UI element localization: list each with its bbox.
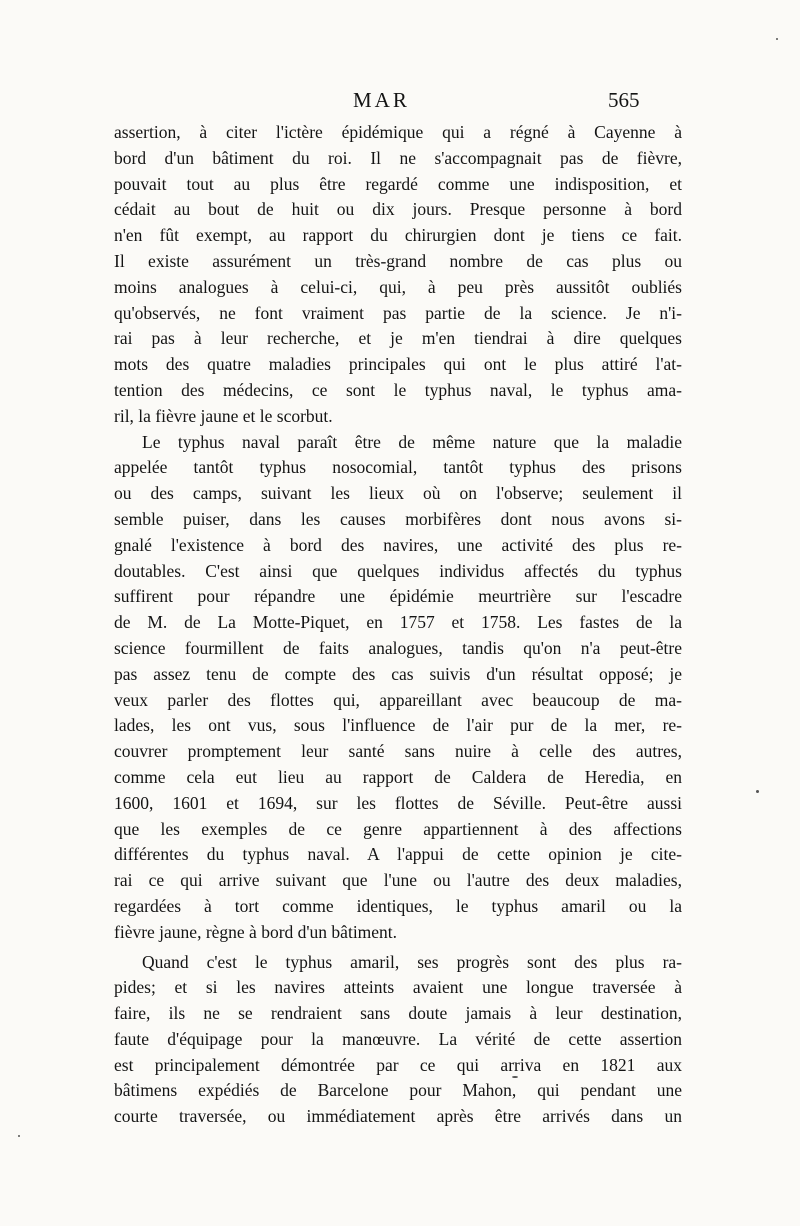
text-line: courte traversée, ou immédiatement après être arrivés dans un: [114, 1106, 682, 1127]
paragraph-1: [114, 120, 682, 430]
text-line: rai ce qui arrive suivant que l'une ou l'autre des deux maladies,: [114, 870, 682, 891]
text-line: pouvait tout au plus être regardé comme une indisposition, et: [114, 173, 682, 194]
text-line: différentes du typhus naval. A l'appui de cette opinion je cite-: [114, 844, 682, 865]
text-line: n'en fût exempt, au rapport du chirurgien dont je tiens ce fait.: [114, 225, 682, 246]
scan-speck: [512, 1076, 518, 1078]
text-line: science fourmillent de faits analogues, tandis qu'on n'a peut-être: [114, 637, 682, 658]
text-line: suffirent pour répandre une épidémie meurtrière sur l'escadre: [114, 586, 682, 607]
text-line: ril, la fièvre jaune et le scorbut.: [114, 405, 333, 426]
text-line: bâtimens expédiés de Barcelone pour Mahon, qui pendant une: [114, 1080, 682, 1101]
text-line: semble puiser, dans les causes morbifères dont nous avons si-: [114, 508, 682, 529]
text-line: ou des camps, suivant les lieux où on l'observe; seulement il: [114, 483, 682, 504]
paragraph-3: [114, 950, 682, 1131]
scan-speck: [18, 1135, 20, 1137]
text-line: veux parler des flottes qui, appareillant avec beaucoup de ma-: [114, 689, 682, 710]
text-line: pides; et si les navires atteints avaient une longue traversée à: [114, 977, 682, 998]
text-line: assertion, à citer l'ictère épidémique qui a régné à Cayenne à: [114, 122, 682, 142]
body-text: [114, 120, 682, 1130]
text-line: 1600, 1601 et 1694, sur les flottes de Séville. Peut-être aussi: [114, 792, 682, 813]
paragraph-2: [114, 430, 682, 946]
text-line: faute d'équipage pour la manœuvre. La vérité de cette assertion: [114, 1028, 682, 1049]
text-line: de M. de La Motte-Piquet, en 1757 et 1758. Les fastes de la: [114, 612, 682, 633]
text-line: moins analogues à celui-ci, qui, à peu près aussitôt oubliés: [114, 276, 682, 297]
text-line: rai pas à leur recherche, et je m'en tiendrai à dire quelques: [114, 328, 682, 349]
text-line: mots des quatre maladies principales qui ont le plus attiré l'at-: [114, 354, 682, 375]
text-line: est principalement démontrée par ce qui arriva en 1821 aux: [114, 1054, 682, 1075]
text-line: fièvre jaune, règne à bord d'un bâtiment.: [114, 921, 398, 942]
page-number: 565: [608, 88, 640, 112]
text-line: couvrer promptement leur santé sans nuire à celle des autres,: [114, 741, 682, 762]
scan-speck: [756, 790, 759, 793]
text-line: tention des médecins, ce sont le typhus naval, le typhus ama-: [114, 379, 682, 400]
text-line: Le typhus naval paraît être de même nature que la maladie: [142, 431, 682, 452]
text-line: pas assez tenu de compte des cas suivis d'un résultat opposé; je: [114, 663, 682, 684]
text-line: doutables. C'est ainsi que quelques individus affectés du typhus: [114, 560, 682, 581]
text-line: faire, ils ne se rendraient sans doute jamais à leur destination,: [114, 1003, 682, 1024]
text-line: lades, les ont vus, sous l'influence de l'air pur de la mer, re-: [114, 715, 682, 736]
running-header: [0, 88, 800, 118]
text-line: que les exemples de ce genre appartiennent à des affections: [114, 818, 682, 839]
text-line: Il existe assurément un très-grand nombre de cas plus ou: [114, 250, 682, 271]
text-line: gnalé l'existence à bord des navires, une activité des plus re-: [114, 534, 682, 555]
text-line: regardées à tort comme identiques, le typhus amaril ou la: [114, 895, 682, 916]
text-line: cédait au bout de huit ou dix jours. Presque personne à bord: [114, 199, 682, 220]
text-line: comme cela eut lieu au rapport de Caldera de Heredia, en: [114, 766, 682, 787]
running-title: MAR: [353, 88, 410, 112]
text-line: appelée tantôt typhus nosocomial, tantôt typhus des prisons: [114, 457, 682, 478]
text-line: qu'observés, ne font vraiment pas partie de la science. Je n'i-: [114, 302, 682, 323]
text-line: Quand c'est le typhus amaril, ses progrès sont des plus ra-: [142, 951, 682, 972]
text-line: bord d'un bâtiment du roi. Il ne s'accompagnait pas de fièvre,: [114, 147, 682, 168]
scan-speck: [776, 38, 778, 40]
